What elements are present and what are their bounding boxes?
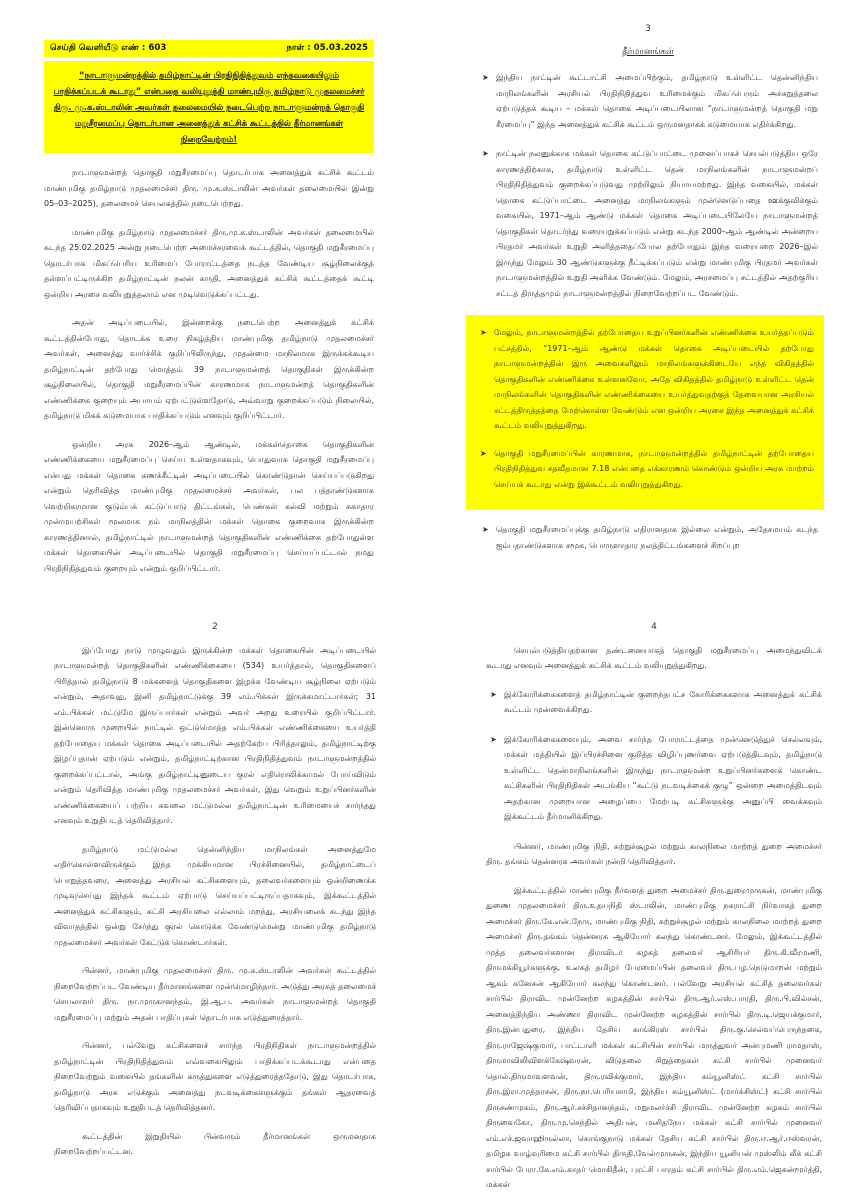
resolution-item xyxy=(476,325,814,434)
resolution-text: நாட்டின் நலனுக்காக மக்கள் தொகை கட்டுப்பாட்டை முனைப்பாகச் செயல்படுத்திய ஒரே காரணத்திற்காக, தமிழ்நாடு உள்ளிட்ட தென் மாநிலங்களின் நாடாளுமன்றப் பிரதிநிதித்துவம் குறைக்கப்படுவது முற்றிலும் நியாயமற்றது. இந்த வகையில், மக்கள் தொகை கட்டுப்பாட்டை அனைத்து மாநிலங்களும் முன்னெடுப்பதை ஊக்குவிக்கும் வகையில், 1971–ஆம் ஆண்டு மக்கள் தொகை அடிப்படையிலேயே நாடாளுமன்றத் தொகுதிகள் தொடர்ந்து வரையறுக்கப்படும் என்று கடந்த 2000–ஆம் ஆண்டில் அன்றைய பிரதமர் அவர்கள் உறுதி அளித்ததைப்போல தற்போதும் இந்த வரையறை 2026–இல் இருந்து மேலும் 30 ஆண்டுகளுக்கு நீட்டிக்கப்படும் என்று மாண்புமிகு பிரதமர் அவர்கள் நாடாளுமன்றத்தில் உறுதி அளிக்க வேண்டும். மேலும், அரசமைப்பு சட்டத்தில் அதற்குரிய சட்டத் திருத்தமும் நாடாளுமன்றத்தில் நிறைவேற்றப்பட வேண்டும். xyxy=(496,149,818,298)
resolution-text: இந்திய நாட்டின் கூட்டாட்சி அமைப்பிற்கும், தமிழ்நாடு உள்ளிட்ட தென்னிந்திய மாநிலங்களின் அரசியல் பிரதிநிதித்துவ உரிமைக்கும் மிகப்பெரும் அச்சுறுத்தலை ஏற்படுத்தக் கூடிய – மக்கள் தொகை அடிப்படையிலான “நாடாளுமன்றத் தொகுதி மறு சீரமைப்பு” இந்த அனைத்துக் கட்சிக் கூட்டம் ஒருமனதாகக் கடுமையாக எதிர்க்கிறது. xyxy=(496,73,818,129)
paragraph: இப்போது நாடு முழுவதும் இருக்கின்ற மக்கள் தொகையின் அடிப்படையில் நாடாளுமன்றத் தொகுதிகளின் எண்ணிக்கையை (534) உயர்த்தால், தொகுதிகளைப் பிரித்தால் தமிழ்நாடு 8 மக்களைத் தொகுதிகளை இழக்க வேண்டிய சூழ்நிலை ஏற்படும் என்றும், அதாவது, இனி தமிழ்நாட்டுக்கு 39 எம்.பிக்கள் இருக்கமாட்டார்கள்; 31 எம்.பிக்கள் மட்டுமே இருப்பார்கள் என்றும் அவர் அறது உரையில் குறிப்பிட்டார். இன்னொரு முறையில் நாட்டில் ஒட்டுமொத்த எம்.பிக்கள் எண்ணிக்கையை உயர்த்தி தற்போதைய மக்கள் தொகை அடிப்படையில் அதற்கேற்ப பிரித்தாலும், தமிழ்நாட்டிற்கு இழப்புதான் ஏற்படும் என்றும், தமிழ்நாட்டிற்கான பிரதிநிதித்துவம் நாடாளுமன்றத்தில் குறைக்கப்பட்டால், அங்கு தமிழ்நாட்டினுடைய குரல் எதிரொலிக்காமல் போய்விடும் என்றும் தெரிவித்த மாண்புமிகு முதலமைச்சர் அவர்கள், இது வெறும் உறுப்பினர்களின் எண்ணிக்கையைப் பற்றிய கவலை மட்டுமல்ல தமிழ்நாட்டின் உரிமையைச் சார்ந்தது எனவும் உறுதிபடத் தெரிவித்தார். xyxy=(54,645,376,825)
resolution-text: தொகுதி மறுசீரமைப்பின் காரணமாக, நாடாளுமன்றத்தில் தமிழ்நாட்டின் தற்போதைய பிரதிநிதித்துவ சதவீதமான 7.18 என்பதை எக்காரணம் கொண்டும் ஒன்றிய அரசு மாற்றம் செய்யக் கூடாது என்று இக்கூட்டம் வலியுறுத்துகிறது. xyxy=(494,448,814,489)
paragraph: பின்னர், மாண்புமிகு முதலமைச்சர் திரு. மு.க.ஸ்டாலின் அவர்கள் கூட்டத்தில் நிறைவேற்றப்பட வேண்டிய தீர்மானங்களை முன்மொழிந்தார். அடுத்து அரசுத் தலைமைச் செயலாளர் திரு. நா.முருகானந்தம், இ.ஆ.ப. அவர்கள் நாடாளுமன்றத் தொகுதி மறுசீரமைப்பு மற்றும் அதன் பாதிப்புகள் தொடர்பாக எடுத்துரைத்தார். xyxy=(54,966,376,1022)
paragraph: பின்னர், மாண்புமிகு நிதி, சுற்றுச்சூழல் மற்றும் காலநிலை மாற்றத் துறை அமைச்சர் திரு. தங்கம் தென்னரசு அவர்கள் நன்றி தெரிவித்தார். xyxy=(486,841,822,866)
resolution-item xyxy=(486,687,822,718)
title-line: “நாடாளுமன்றத்தில் தமிழ்நாட்டின் பிரதிநிதித்துவம் எந்தவகையிலும் xyxy=(78,70,340,80)
paragraph: பின்னர், பல்வேறு கட்சிகளைச் சார்ந்த பிரதிநிதிகள் நாடாளுமன்றத்தில் தமிழ்நாட்டின் பிரதிநிதித்துவம் எவ்வகையிலும் பாதிக்கப்படக்கூடாது என்பதை நிறைவேற்றும் வகையில் தங்களின் கருத்துகளை எடுத்துரைத்ததோடு, இது தொடர்பாக, தமிழ்நாடு அரசு எடுக்கும் அனைத்து நடவடிக்கைகளுக்கும் தங்கள் ஆதரவைத் தெரிவிப்பதாகவும் உறுதிபடத் தெரிவித்தனர். xyxy=(54,1041,376,1112)
paragraph: செயல்படுத்தியதற்கான தண்டனையாகத் தொகுதி மறுசீரமைப்பு அமைந்துவிடக் கூடாது எனவும் அனைத்துக் கட்சிக் கூட்டம் வலியுறுத்துகிறது. xyxy=(486,645,822,670)
page-1 xyxy=(44,40,374,573)
highlighted-resolutions xyxy=(466,315,824,510)
page-2 xyxy=(54,620,376,1180)
paragraph: தமிழ்நாடு மட்டுமல்ல தென்னிந்திய மாநிலங்கள் அனைத்துமே எதிர்கொள்ளவிருக்கும் இந்த முக்கியமான பிரச்சினையில், தமிழ்நாட்டைப் பொறுத்தவரை, அனைத்து அரசியல் கட்சிகளையும், தலைவர்களையும் ஒன்றிணைக்க முடிவுசெய்து இந்தக் கூட்டம் ஏற்பாடு செய்யப்பட்டிருப்பதாகவும், இக்கூட்டத்தில் அனைத்துக் கட்சிகளும், கட்சி அரசியலை எல்லாம் மறந்து, அரசியலைக் கடந்து இந்த விவாதத்தில் ஒன்று சேர்ந்து குரல் கொடுக்க வேண்டுமென்று மாண்புமிகு தமிழ்நாடு முதலமைச்சர் அவர்கள் கேட்டுக் கொண்டார்கள். xyxy=(54,844,376,947)
paragraph: இக்கூட்டத்தில் மாண்புமிகு நீர்வளத் துறை அமைச்சர் திரு.துரைமுருகன், மாண்புமிகு துணை முதலமைச்சர் திரு.உதயநிதி ஸ்டாலின், மாண்புமிகு நகராட்சி நிர்வாகத் துறை அமைச்சர் திரு.கே.என்.நேரு, மாண்புமிகு நிதி, சுற்றுச்சூழல் மற்றும் காலநிலை மாற்றத் துறை அமைச்சர் திரு.தங்கம் தென்னரசு ஆகியோர் கலந்து கொண்டனர். மேலும், இக்கூட்டத்தில் முத்த தலைவர்களான திராவிடர் கழகத் தலைவர் ஆசிரியர் திரு.கி.வீரமணி, திருமக்கியூர்களுக்கு, உலகத் தமிழர் பேரமைப்பின் தலைவர் திரு.பழ.நெடுமாறன் மற்றும் ஆகம் கனேசன் ஆகியோர் கலந்து கொண்டனர். பல்வேறு அரசியல் கட்சித் தலைவர்கள் சார்பில் திராவிட முன்னேற்ற கழகத்தின் சார்பில் திரு.ஆர்.எஸ்.பாரதி, திரு.பி.வில்சன், அனைத்திந்திய அண்ணா திராவிட முன்னேற்ற கழகத்தின் சார்பில் திரு.டி.ஜெயக்குமார், திரு.இன்பதுரை, இந்திய தேசிய காங்கிரஸ் சார்பில் திரு.கு.செல்வப்பெருந்தகை, திரு.ராஜேஷ்குமார், பாட்டாளி மக்கள் கட்சியின் சார்பில் மருத்துவர் அன்புமணி ராமதாஸ், திருமாவிலிவிளக்கேஷ்வரன், விடுதலை சிறுத்தைகள் கட்சி சார்பில் முனைவர் தொல்.திருமாவளவன், திரு.ரவிக்குமார், இந்திய கம்யூனிஸ்ட் கட்சி சார்பில் திரு.இரா.முத்தரசன், திரு.நா.பெரியசாமி, இந்திய கம்யூனிஸ்ட் (மார்க்சிஸ்ட்) கட்சி சார்பில் திருசண்முகம், திரு.ஆர்.சச்சிதானந்தம், மறுமலர்ச்சி திராவிட முன்னேற்ற கழகம் சார்பில் திருவைகோ, திரு.மு.செந்தில் அதிபன், மனிதநேய மக்கள் கட்சி சார்பில் முனைவர் எம்.எச்.ஜவாஹிருல்லா, கொங்குநாடு மக்கள் தேசிய கட்சி சார்பில் திரு.ஈ.ஆர்.ஈஸ்வரன், தமிழக வாழ்வுரிமை கட்சி சார்பில் திருதி.வேல்முருகன், இந்திய யூனியன் முஸ்லிம் லீக் கட்சி சார்பில் பேரா.கே.எம்.காதர் மொகிதீன், புரட்சி பாரதம் கட்சி சார்பில் திரு.எம்.ஜெகன்மூர்த்தி, மக்கள் xyxy=(486,885,822,1189)
arrow-bullet-icon: ➤ xyxy=(490,734,497,744)
paragraph: கூட்டத்தின் இறுதியில் பின்வரும் தீர்மானங்கள் ஒருமனதாக நிறைவேற்றப்பட்டன. xyxy=(54,1131,376,1156)
paragraph: மாண்புமிகு தமிழ்நாடு முதலமைச்சர் திரு.மு.க.ஸ்டாலின் அவர்கள் தலைமையில் கடந்த 25.02.2025 அன்று நடைபெற்ற அமைச்சரவைக் கூட்டத்தில், தொகுதி மறுசீரமைப்பு தொடர்பாக மிகப்பெரிய உரிமைப் போராட்டத்தை நடத்த வேண்டிய சூழ்நிலைக்குத் தள்ளப்பட்டிருக்கிற தமிழ்நாட்டின் நலன் கருதி, அனைத்துக் கட்சிக் கூட்டத்தைக் கூட்டி ஒன்றிய அரசை வலியுறுத்தலாம் என முடிவெடுக்கப்பட்டது. xyxy=(44,227,374,299)
resolution-text: இக்கோரிக்கைகளையும், அவை சார்ந்த போராட்டத்தை முன்னெடுத்துச் செல்லவும், மக்கள் மத்தியில் இப்பிரச்சினை குறித்த விழிப்புணர்வை ஏற்படுத்திடவும், தமிழ்நாடு உள்ளிட்ட தென்மாநிலங்களில் இருந்து நாடாளுமன்ற உறுப்பினர்களைக் கொண்ட கட்சிகளின் பிரதிநிதிகள் அடங்கிய “கூட்டு நடவடிக்கைக் குழு” ஒன்றை அமைத்திடவும் அதற்கான முறையான அழைப்பை மேற்படி கட்சிகளுக்கு அனுப்பி வைக்கவும் இக்கூட்டம் தீர்மானிக்கிறது. xyxy=(504,734,822,821)
resolutions-heading: தீர்மானங்கள் xyxy=(622,46,674,57)
release-number: செய்தி வெளியீடு எண் : 603 xyxy=(50,42,167,53)
arrow-bullet-icon: ➤ xyxy=(482,525,489,534)
paragraph: ஒன்றிய அரசு 2026–ஆம் ஆண்டில், மக்கள்தொகை தொகுதிகளின் எண்ணிக்கையை மறுசீரமைப்பு செய்ய உள்ளதாகவும், பொதுவாக தொகுதி மறுசீரமைப்பு என்பது மக்கள் தொகை கணக்கீட்டின் அடிப்படையில் கொண்டுதான் செய்யப்படுகிறது என்றும் தெரிவித்த மாண்புமிகு முதலமைச்சர் அவர்கள், பல பத்தாண்டுகளாக வெற்றிகரமான குடும்பக் கட்டுப்பாடு திட்டங்கள், பெண்கள் கல்வி மற்றும் சுகாதார முன்முயற்சிகள் மூலமாக நம் மாநிலத்தின் மக்கள் தொகை குறைவாக இருக்கின்ற காரணத்தினால், தமிழ்நாட்டில் நாடாளுமன்றத் தொகுதிகளின் எண்ணிக்கை தற்போதுள்ள மக்கள் தொகையின் அடிப்படையில் தொகுதி மறுசீரமைப்பு செய்யப்பட்டால் நமது பிரதிநிதித்துவம் குறையும் என்றும் குறிப்பிட்டார். xyxy=(44,439,374,573)
arrow-bullet-icon: ➤ xyxy=(482,149,489,158)
resolution-text: தொகுதி மறுசீரமைப்புக்கு தமிழ்நாடு எதிரானதாக இல்லை என்றும், அதேசமயம் கடந்த ஐம்பதாண்டுகளாக சமூக, பொருளாதார நலத்திட்டங்களைச் சிறப்புற xyxy=(496,525,818,550)
page-4 xyxy=(486,620,822,1189)
resolution-item xyxy=(478,70,818,132)
press-release-header xyxy=(44,40,374,57)
resolution-item xyxy=(478,522,818,553)
title-line: திரு. மு.க.ஸ்டாலின் அவர்கள் தலைமையில் நடைபெற்ற நாடாளுமன்றத் தொகுதி xyxy=(53,102,365,112)
title-line: மறுசீரமைப்பு தொடர்பான அனைத்துக் கட்சிக் கூட்டத்தில் தீர்மானங்கள் நிறைவேற்றம்! xyxy=(74,118,344,144)
arrow-bullet-icon: ➤ xyxy=(480,328,487,337)
resolution-item xyxy=(476,446,814,493)
arrow-bullet-icon: ➤ xyxy=(480,448,487,458)
page-number: 4 xyxy=(651,622,657,632)
resolution-text: மேலும், நாடாளுமன்றத்தில் தற்போதைய உறுப்பினர்களின் எண்ணிக்கை உயர்த்தப்படும் பட்சத்தில், “1971–ஆம் ஆண்டு மக்கள் தொகை அடிப்படையில் தற்போது நாடாளுமன்றத்தின் இரு அவைகளிலும் மாநிலங்களுக்கிடையே எந்த விகிதத்தில் தொகுதிகளின் எண்ணிக்கை உள்ளனவோ, அதே விகிதத்தில் தமிழ்நாடு உள்ளிட்ட தென் மாநிலங்களின் தொகுதிகளின் எண்ணிக்கையை உயர்த்துவதற்குத் தேவையான அரசியல் சட்டத்திருத்தத்தை மேற்கொள்ள வேண்டும் என ஒன்றிய அரசை இந்த அனைத்துக் கட்சிக் கூட்டம் வலியுறுத்துகிறது. xyxy=(494,328,815,430)
press-release-title xyxy=(44,61,374,153)
page-3 xyxy=(478,22,818,562)
paragraph: நாடாளுமன்றத் தொகுதி மறுசீரமைப்பு தொடர்பாக அனைத்துக் கட்சிக் கூட்டம் மாண்புமிகு தமிழ்நாடு முதலமைச்சர் திரு. மு.க.ஸ்டாலின் அவர்கள் தலைமையில் இன்று 05–03–2025), தலைமைச் செயலகத்தில் நடைபெற்றது. xyxy=(44,168,374,208)
page-number: 2 xyxy=(212,622,218,632)
page-number: 3 xyxy=(645,24,651,34)
resolution-text: இக்கோரிக்கைகளைத் தமிழ்நாட்டின் குறைந்தபட்ச கோரிக்கைகளாக அனைத்துக் கட்சிக் கூட்டம் முன்வைக்கிறது. xyxy=(504,689,822,714)
paragraph: அதன் அடிப்படையில், இன்றைக்கு நடைபெற்ற அனைத்துக் கட்சிக் கூட்டத்தின்போது, தொடக்க உரை நிகழ்த்திய மாண்புமிகு தமிழ்நாடு முதலமைச்சர் அவர்கள், அனைத்து வார்ச்சிக் குறிப்பிலிருந்து, முதன்மை மாநிலமாக இருக்கக்கூடிய தமிழ்நாட்டின் தற்போது மொத்தம் 39 நாடாளுமன்றத் தொகுதிகள் இருக்கின்ற சூழ்நிலையில், தொகுதி மறுசீரமைப்பின் காரணமாக நாடாளுமன்றத் தொகுதிகளின் எண்ணிக்கை குறையும் அபாயம் ஏற்பட்டுள்ளதோடு, அவ்வாறு குறைக்கப்படும் நிலையில், தமிழ்நாடு மிகக் கடுமையாக பாதிக்கப்படும் எனவும் குறிப்பிட்டார். xyxy=(44,318,374,420)
arrow-bullet-icon: ➤ xyxy=(482,73,489,82)
resolution-item xyxy=(486,732,822,825)
title-line: பாதிக்கப்படக் கூடாது” என்பதை வலியுறுத்தி மாண்புமிகு தமிழ்நாடு முதலமைச்சர் xyxy=(53,86,365,96)
release-date: நாள் : 05.03.2025 xyxy=(286,42,368,53)
resolution-item xyxy=(478,146,818,301)
arrow-bullet-icon: ➤ xyxy=(490,689,497,699)
